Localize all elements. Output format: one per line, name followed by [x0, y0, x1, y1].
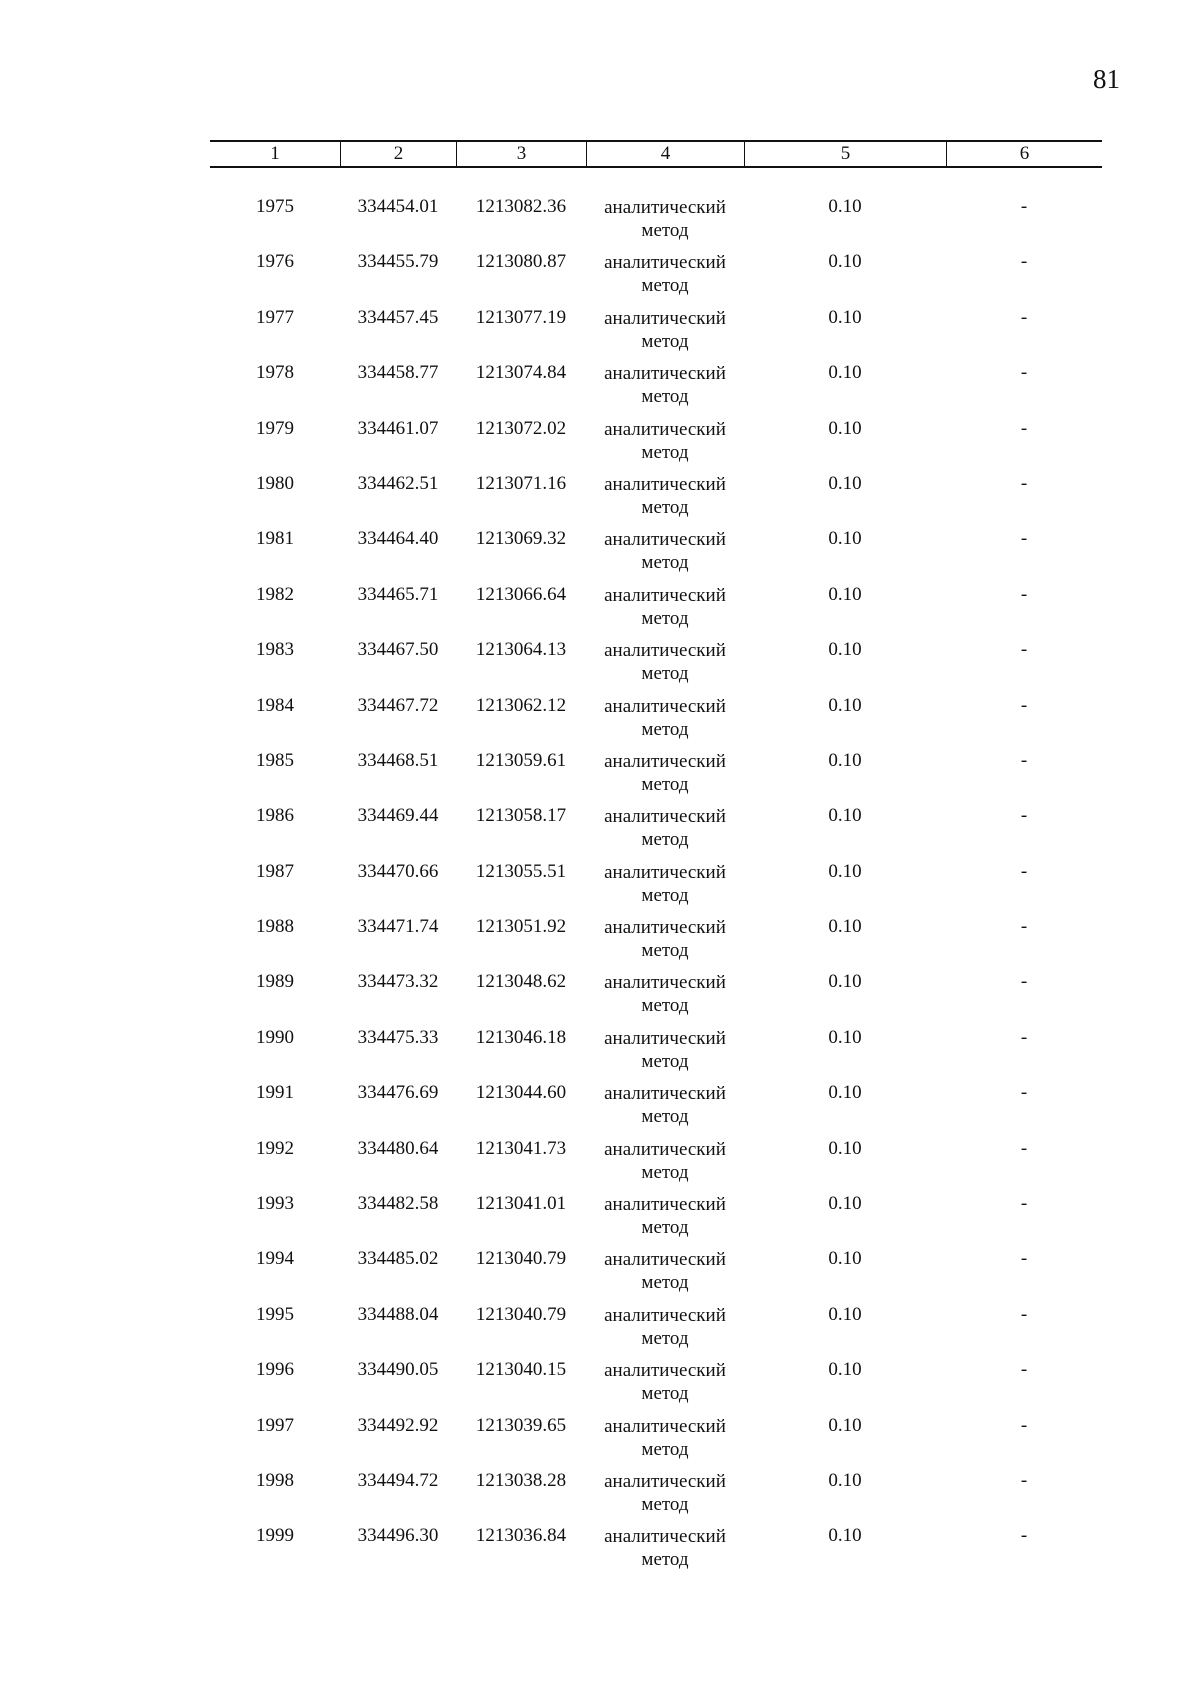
point-number-cell: 1989 — [256, 971, 294, 993]
method-line-2: метод — [641, 1327, 689, 1349]
accuracy-cell: 0.10 — [828, 417, 862, 439]
x-coordinate-cell: 334476.69 — [357, 1082, 439, 1104]
y-coordinate-cell: 1213071.16 — [475, 472, 567, 494]
accuracy-cell: 0.10 — [828, 694, 862, 716]
method-cell — [586, 251, 744, 306]
note-cell: - — [1020, 251, 1028, 273]
method-cell — [586, 916, 744, 971]
x-coordinate-cell: 334464.40 — [357, 528, 439, 550]
method-line-1: аналитический — [604, 252, 726, 274]
note-cell: - — [1020, 1082, 1028, 1104]
table-row — [210, 1525, 1102, 1580]
x-coordinate-cell: 334482.58 — [357, 1193, 439, 1215]
x-coordinate-cell: 334465.71 — [357, 583, 439, 605]
method-cell — [586, 1138, 744, 1193]
accuracy-cell: 0.10 — [828, 860, 862, 882]
note-cell: - — [1020, 971, 1028, 993]
point-number-cell: 1984 — [256, 694, 294, 716]
accuracy-cell: 0.10 — [828, 251, 862, 273]
method-cell — [586, 1304, 744, 1359]
table-row — [210, 1470, 1102, 1525]
y-coordinate-cell: 1213059.61 — [475, 749, 567, 771]
accuracy-cell: 0.10 — [828, 749, 862, 771]
method-cell — [586, 1193, 744, 1248]
table-row — [210, 307, 1102, 362]
point-number-cell: 1983 — [256, 639, 294, 661]
method-line-2: метод — [641, 330, 689, 352]
note-cell: - — [1020, 860, 1028, 882]
note-cell: - — [1020, 1525, 1028, 1547]
x-coordinate-cell: 334454.01 — [357, 196, 439, 217]
method-line-2: метод — [641, 1217, 689, 1239]
y-coordinate-cell: 1213062.12 — [475, 694, 567, 716]
method-line-2: метод — [641, 1106, 689, 1128]
y-coordinate-cell: 1213036.84 — [475, 1525, 567, 1547]
note-cell: - — [1020, 417, 1028, 439]
table-row — [210, 1415, 1102, 1470]
table-row — [210, 1304, 1102, 1359]
y-coordinate-cell: 1213048.62 — [475, 971, 567, 993]
accuracy-cell: 0.10 — [828, 916, 862, 938]
method-cell — [586, 1082, 744, 1137]
method-line-2: метод — [641, 607, 689, 629]
table-row — [210, 639, 1102, 694]
method-cell — [586, 750, 744, 805]
x-coordinate-cell: 334458.77 — [357, 362, 439, 384]
x-coordinate-cell: 334467.72 — [357, 694, 439, 716]
method-line-1: аналитический — [604, 363, 726, 385]
y-coordinate-cell: 1213046.18 — [475, 1026, 567, 1048]
accuracy-cell: 0.10 — [828, 639, 862, 661]
method-cell — [586, 1027, 744, 1082]
method-line-2: метод — [641, 1438, 689, 1460]
accuracy-cell: 0.10 — [828, 1525, 862, 1547]
note-cell: - — [1020, 1248, 1028, 1270]
method-cell — [586, 861, 744, 916]
x-coordinate-cell: 334475.33 — [357, 1026, 439, 1048]
x-coordinate-cell: 334494.72 — [357, 1469, 439, 1491]
method-line-1: аналитический — [604, 917, 726, 939]
y-coordinate-cell: 1213064.13 — [475, 639, 567, 661]
method-line-1: аналитический — [604, 972, 726, 994]
note-cell: - — [1020, 1026, 1028, 1048]
method-cell — [586, 528, 744, 583]
accuracy-cell: 0.10 — [828, 1082, 862, 1104]
column-header-6: 6 — [946, 142, 1102, 166]
point-number-cell: 1980 — [256, 472, 294, 494]
y-coordinate-cell: 1213055.51 — [475, 860, 567, 882]
note-cell: - — [1020, 1137, 1028, 1159]
point-number-cell: 1990 — [256, 1026, 294, 1048]
y-coordinate-cell: 1213082.36 — [475, 196, 567, 217]
method-cell — [586, 418, 744, 473]
note-cell: - — [1020, 1414, 1028, 1436]
method-line-1: аналитический — [604, 1360, 726, 1382]
table-row — [210, 362, 1102, 417]
method-cell — [586, 695, 744, 750]
method-line-2: метод — [641, 441, 689, 463]
x-coordinate-cell: 334488.04 — [357, 1303, 439, 1325]
method-line-2: метод — [641, 220, 689, 241]
note-cell: - — [1020, 196, 1028, 217]
method-line-1: аналитический — [604, 1194, 726, 1216]
y-coordinate-cell: 1213069.32 — [475, 528, 567, 550]
method-cell — [586, 473, 744, 528]
table-row — [210, 1082, 1102, 1137]
accuracy-cell: 0.10 — [828, 805, 862, 827]
accuracy-cell: 0.10 — [828, 306, 862, 328]
y-coordinate-cell: 1213058.17 — [475, 805, 567, 827]
method-line-2: метод — [641, 275, 689, 297]
note-cell: - — [1020, 583, 1028, 605]
accuracy-cell: 0.10 — [828, 1137, 862, 1159]
table-row — [210, 1138, 1102, 1193]
point-number-cell: 1995 — [256, 1303, 294, 1325]
method-line-2: метод — [641, 773, 689, 795]
y-coordinate-cell: 1213074.84 — [475, 362, 567, 384]
x-coordinate-cell: 334490.05 — [357, 1359, 439, 1381]
table-row — [210, 1359, 1102, 1414]
method-line-2: метод — [641, 829, 689, 851]
table-body — [210, 196, 1102, 1581]
page-number: 81 — [1093, 64, 1120, 94]
method-line-1: аналитический — [604, 473, 726, 495]
x-coordinate-cell: 334462.51 — [357, 472, 439, 494]
method-line-1: аналитический — [604, 584, 726, 606]
accuracy-cell: 0.10 — [828, 1469, 862, 1491]
note-cell: - — [1020, 639, 1028, 661]
method-line-2: метод — [641, 1493, 689, 1515]
column-header-1: 1 — [270, 143, 280, 164]
x-coordinate-cell: 334469.44 — [357, 805, 439, 827]
table-row — [210, 916, 1102, 971]
x-coordinate-cell: 334457.45 — [357, 306, 439, 328]
note-cell: - — [1020, 1193, 1028, 1215]
accuracy-cell: 0.10 — [828, 1359, 862, 1381]
method-line-1: аналитический — [604, 1304, 726, 1326]
x-coordinate-cell: 334471.74 — [357, 916, 439, 938]
note-cell: - — [1020, 306, 1028, 328]
note-cell: - — [1020, 749, 1028, 771]
method-line-1: аналитический — [604, 418, 726, 440]
y-coordinate-cell: 1213044.60 — [475, 1082, 567, 1104]
method-line-1: аналитический — [604, 806, 726, 828]
method-line-2: метод — [641, 663, 689, 685]
table-row — [210, 418, 1102, 473]
method-line-2: метод — [641, 496, 689, 518]
method-cell — [586, 1248, 744, 1303]
accuracy-cell: 0.10 — [828, 472, 862, 494]
x-coordinate-cell: 334470.66 — [357, 860, 439, 882]
point-number-cell: 1994 — [256, 1248, 294, 1270]
method-line-2: метод — [641, 552, 689, 574]
method-line-2: метод — [641, 995, 689, 1017]
y-coordinate-cell: 1213040.79 — [475, 1303, 567, 1325]
method-line-1: аналитический — [604, 695, 726, 717]
method-line-1: аналитический — [604, 1138, 726, 1160]
method-line-1: аналитический — [604, 529, 726, 551]
accuracy-cell: 0.10 — [828, 196, 862, 217]
method-cell — [586, 1359, 744, 1414]
point-number-cell: 1988 — [256, 916, 294, 938]
accuracy-cell: 0.10 — [828, 1026, 862, 1048]
table-row — [210, 584, 1102, 639]
note-cell: - — [1020, 694, 1028, 716]
column-header-4: 4 — [586, 142, 744, 166]
table-row — [210, 473, 1102, 528]
point-number-cell: 1991 — [256, 1082, 294, 1104]
y-coordinate-cell: 1213072.02 — [475, 417, 567, 439]
method-line-1: аналитический — [604, 640, 726, 662]
y-coordinate-cell: 1213041.01 — [475, 1193, 567, 1215]
accuracy-cell: 0.10 — [828, 1193, 862, 1215]
x-coordinate-cell: 334492.92 — [357, 1414, 439, 1436]
x-coordinate-cell: 334473.32 — [357, 971, 439, 993]
table-row — [210, 750, 1102, 805]
y-coordinate-cell: 1213038.28 — [475, 1469, 567, 1491]
x-coordinate-cell: 334496.30 — [357, 1525, 439, 1547]
note-cell: - — [1020, 916, 1028, 938]
method-cell — [586, 307, 744, 362]
table-row — [210, 861, 1102, 916]
table-row — [210, 196, 1102, 251]
method-line-1: аналитический — [604, 197, 726, 218]
table-row — [210, 528, 1102, 583]
y-coordinate-cell: 1213040.15 — [475, 1359, 567, 1381]
point-number-cell: 1977 — [256, 306, 294, 328]
method-line-2: метод — [641, 1549, 689, 1571]
y-coordinate-cell: 1213066.64 — [475, 583, 567, 605]
method-cell — [586, 639, 744, 694]
method-line-1: аналитический — [604, 1415, 726, 1437]
table-row — [210, 805, 1102, 860]
method-cell — [586, 1470, 744, 1525]
method-line-1: аналитический — [604, 1470, 726, 1492]
column-header-5: 5 — [744, 142, 946, 166]
method-cell — [586, 196, 744, 251]
point-number-cell: 1999 — [256, 1525, 294, 1547]
point-number-cell: 1992 — [256, 1137, 294, 1159]
method-cell — [586, 971, 744, 1026]
method-cell — [586, 1525, 744, 1580]
method-line-2: метод — [641, 884, 689, 906]
note-cell: - — [1020, 528, 1028, 550]
x-coordinate-cell: 334461.07 — [357, 417, 439, 439]
method-cell — [586, 362, 744, 417]
method-cell — [586, 1415, 744, 1470]
method-line-2: метод — [641, 940, 689, 962]
method-line-1: аналитический — [604, 307, 726, 329]
table-row — [210, 971, 1102, 1026]
accuracy-cell: 0.10 — [828, 1248, 862, 1270]
x-coordinate-cell: 334468.51 — [357, 749, 439, 771]
accuracy-cell: 0.10 — [828, 583, 862, 605]
note-cell: - — [1020, 1359, 1028, 1381]
point-number-cell: 1975 — [256, 196, 294, 217]
x-coordinate-cell: 334480.64 — [357, 1137, 439, 1159]
point-number-cell: 1987 — [256, 860, 294, 882]
point-number-cell: 1993 — [256, 1193, 294, 1215]
method-line-1: аналитический — [604, 1083, 726, 1105]
point-number-cell: 1998 — [256, 1469, 294, 1491]
method-line-2: метод — [641, 1383, 689, 1405]
method-line-1: аналитический — [604, 861, 726, 883]
method-line-1: аналитический — [604, 1526, 726, 1548]
method-line-1: аналитический — [604, 750, 726, 772]
table-row — [210, 1193, 1102, 1248]
point-number-cell: 1997 — [256, 1414, 294, 1436]
column-header-2: 2 — [340, 142, 456, 166]
table-row — [210, 251, 1102, 306]
point-number-cell: 1978 — [256, 362, 294, 384]
y-coordinate-cell: 1213041.73 — [475, 1137, 567, 1159]
method-line-1: аналитический — [604, 1027, 726, 1049]
note-cell: - — [1020, 362, 1028, 384]
method-cell — [586, 584, 744, 639]
column-header-3: 3 — [456, 142, 586, 166]
y-coordinate-cell: 1213039.65 — [475, 1414, 567, 1436]
note-cell: - — [1020, 1303, 1028, 1325]
accuracy-cell: 0.10 — [828, 528, 862, 550]
method-cell — [586, 805, 744, 860]
accuracy-cell: 0.10 — [828, 362, 862, 384]
point-number-cell: 1982 — [256, 583, 294, 605]
point-number-cell: 1976 — [256, 251, 294, 273]
method-line-2: метод — [641, 1050, 689, 1072]
y-coordinate-cell: 1213077.19 — [475, 306, 567, 328]
method-line-2: метод — [641, 386, 689, 408]
note-cell: - — [1020, 805, 1028, 827]
y-coordinate-cell: 1213051.92 — [475, 916, 567, 938]
method-line-1: аналитический — [604, 1249, 726, 1271]
point-number-cell: 1996 — [256, 1359, 294, 1381]
x-coordinate-cell: 334455.79 — [357, 251, 439, 273]
point-number-cell: 1986 — [256, 805, 294, 827]
accuracy-cell: 0.10 — [828, 971, 862, 993]
accuracy-cell: 0.10 — [828, 1414, 862, 1436]
accuracy-cell: 0.10 — [828, 1303, 862, 1325]
note-cell: - — [1020, 1469, 1028, 1491]
table-header — [210, 140, 1102, 168]
note-cell: - — [1020, 472, 1028, 494]
x-coordinate-cell: 334467.50 — [357, 639, 439, 661]
method-line-2: метод — [641, 718, 689, 740]
table-row — [210, 695, 1102, 750]
point-number-cell: 1981 — [256, 528, 294, 550]
table-row — [210, 1027, 1102, 1082]
x-coordinate-cell: 334485.02 — [357, 1248, 439, 1270]
method-line-2: метод — [641, 1272, 689, 1294]
y-coordinate-cell: 1213080.87 — [475, 251, 567, 273]
point-number-cell: 1979 — [256, 417, 294, 439]
method-line-2: метод — [641, 1161, 689, 1183]
table-row — [210, 1248, 1102, 1303]
y-coordinate-cell: 1213040.79 — [475, 1248, 567, 1270]
point-number-cell: 1985 — [256, 749, 294, 771]
